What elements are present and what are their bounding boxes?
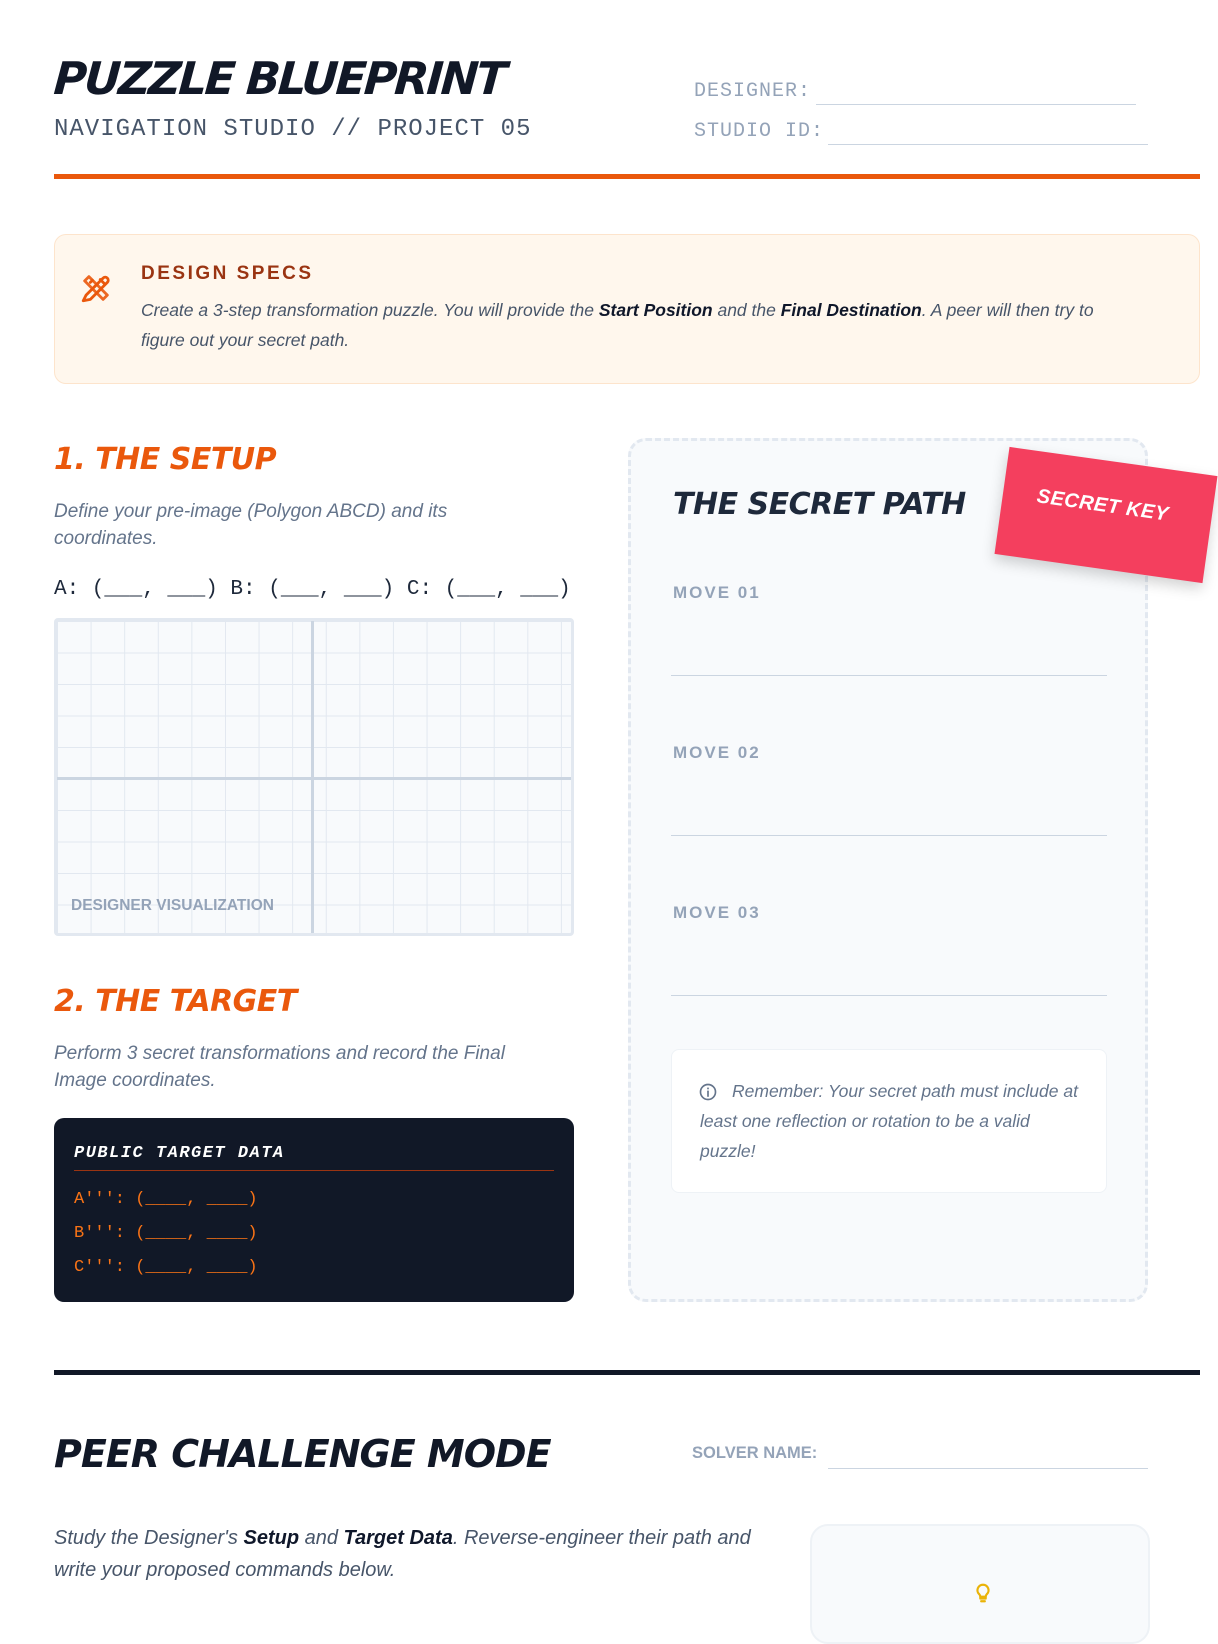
move-03-label: MOVE 03 <box>673 903 761 922</box>
design-specs-box <box>54 234 1200 384</box>
setup-term: Setup <box>243 1527 300 1549</box>
coordinate-grid[interactable] <box>54 618 574 936</box>
reminder-text: Remember: Your secret path must include at least one reflection or rotation to be a valid puzzle! <box>700 1081 1078 1161</box>
designer-label: DESIGNER: <box>694 80 812 103</box>
target-heading: 2. THE TARGET <box>54 984 297 1019</box>
setup-description: Define your pre-image (Polygon ABCD) and its coordinates. <box>54 501 448 549</box>
target-row-a[interactable]: A''': (____, ____) <box>74 1190 258 1209</box>
target-card-divider <box>74 1170 554 1171</box>
final-destination-term: Final Destination <box>780 300 922 320</box>
studio-id-field[interactable] <box>828 144 1148 145</box>
secret-path-title: THE SECRET PATH <box>673 487 966 522</box>
peer-hint-card <box>810 1524 1150 1644</box>
move-01-label: MOVE 01 <box>673 583 761 602</box>
x-axis <box>57 777 571 780</box>
section-divider <box>54 1370 1200 1375</box>
move-03-field[interactable] <box>671 995 1107 996</box>
designer-field[interactable] <box>816 104 1136 105</box>
start-position-term: Start Position <box>598 300 713 320</box>
page-title: PUZZLE BLUEPRINT <box>52 52 507 105</box>
target-row-c[interactable]: C''': (____, ____) <box>74 1258 258 1277</box>
specs-title: DESIGN SPECS <box>141 263 314 284</box>
solver-name-label: SOLVER NAME: <box>692 1444 818 1462</box>
secret-path-panel <box>628 438 1170 1302</box>
move-02-field[interactable] <box>671 835 1107 836</box>
solver-name-field[interactable] <box>828 1468 1148 1469</box>
setup-heading: 1. THE SETUP <box>54 442 277 477</box>
lightbulb-icon <box>972 1582 994 1604</box>
target-card-title: PUBLIC TARGET DATA <box>74 1144 285 1163</box>
pencil-ruler-icon <box>79 271 113 305</box>
peer-challenge-title: PEER CHALLENGE MODE <box>54 1432 551 1476</box>
header-divider <box>54 174 1200 179</box>
coordinate-fields[interactable]: A: (___, ___) B: (___, ___) C: (___, ___) <box>54 578 571 601</box>
peer-description: Study the Designer's Setup and Target Data. Reverse-engineer their path and write your proposed commands below. <box>54 1527 751 1581</box>
target-data-term: Target Data <box>343 1527 453 1549</box>
secret-key-tag: SECRET KEY <box>995 447 1218 583</box>
target-row-b[interactable]: B''': (____, ____) <box>74 1224 258 1243</box>
reminder-note <box>671 1049 1107 1193</box>
move-02-label: MOVE 02 <box>673 743 761 762</box>
move-01-field[interactable] <box>671 675 1107 676</box>
public-target-card <box>54 1118 574 1302</box>
studio-id-label: STUDIO ID: <box>694 120 825 143</box>
target-description: Perform 3 secret transformations and record the Final Image coordinates. <box>54 1043 505 1091</box>
specs-description: Create a 3-step transformation puzzle. You will provide the Start Position and the Final Destination. A peer will then try to figure out your secret path. <box>141 300 1094 350</box>
grid-caption: DESIGNER VISUALIZATION <box>71 897 274 914</box>
page-subtitle: NAVIGATION STUDIO // PROJECT 05 <box>54 116 532 143</box>
